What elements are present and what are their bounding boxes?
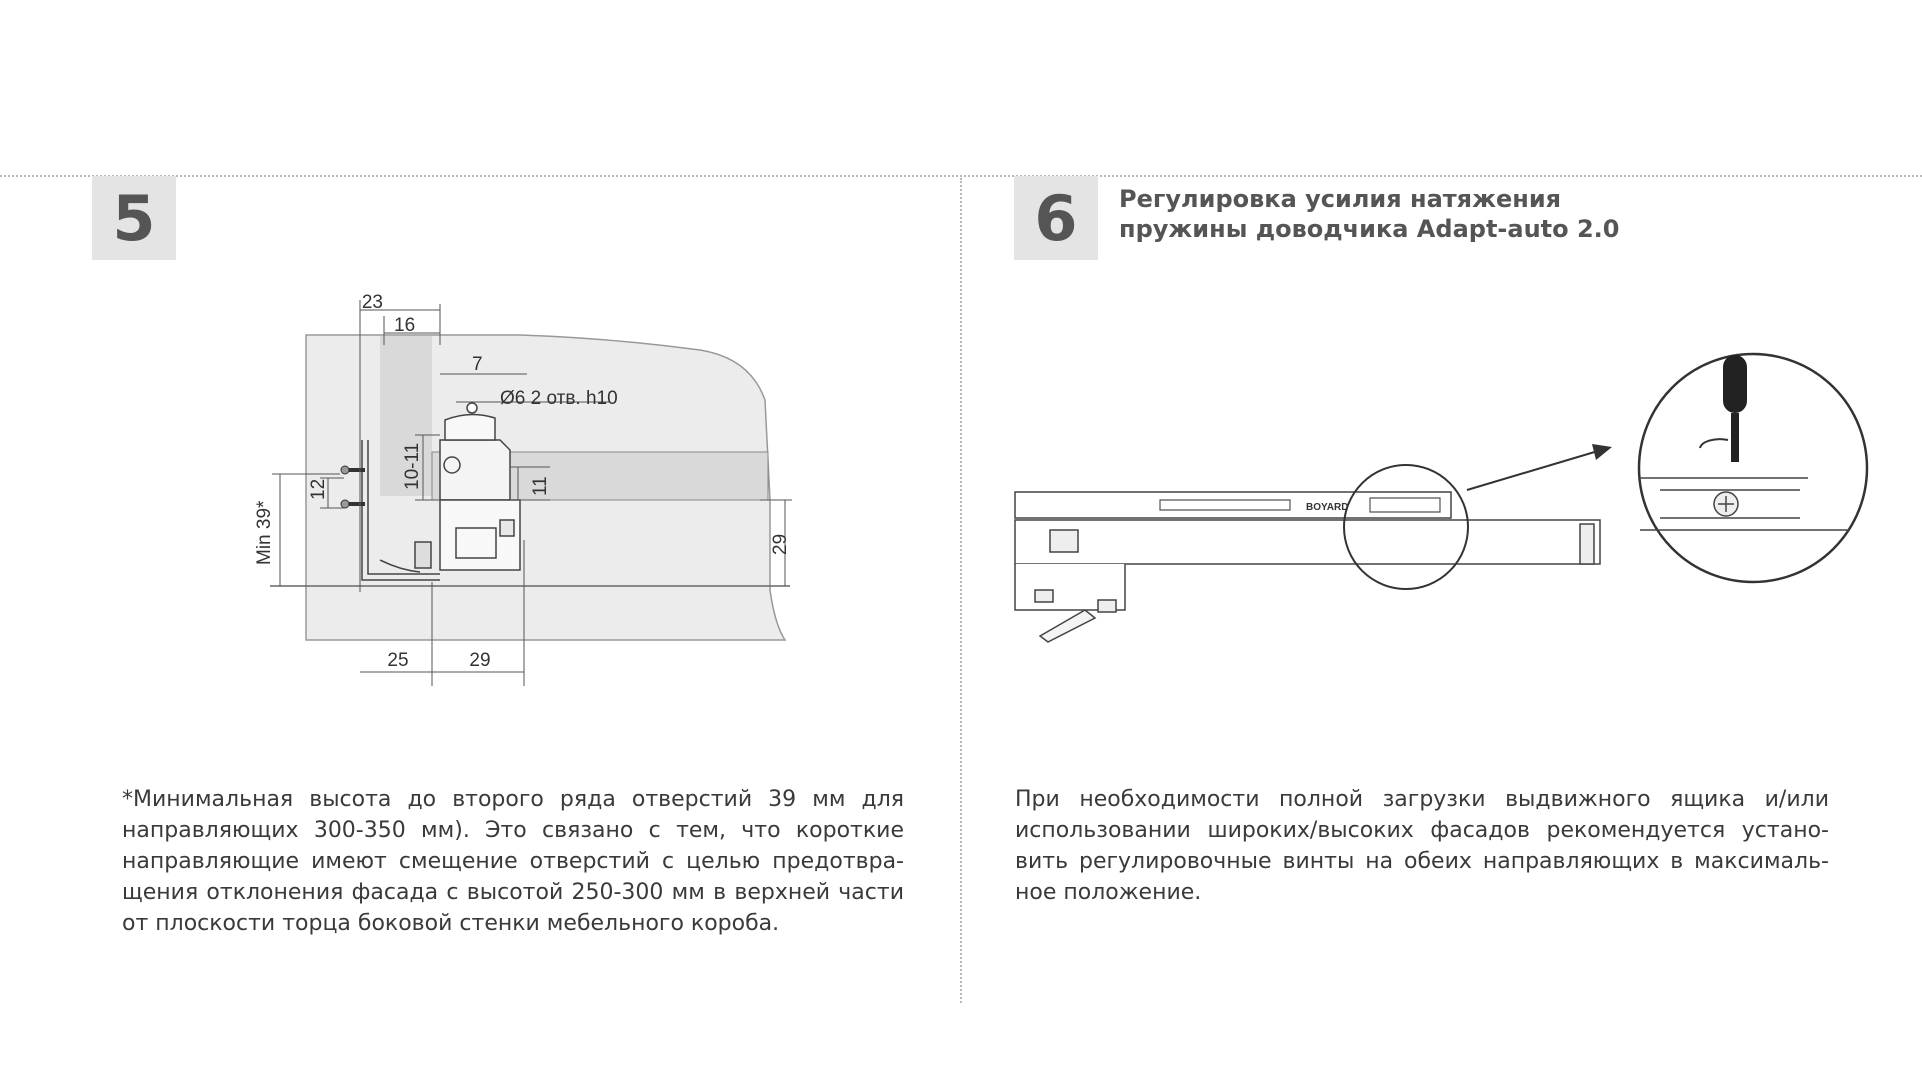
brand-mark: BOYARD: [1306, 502, 1349, 513]
dim-29-bottom: 29: [469, 650, 491, 671]
step-5-note: *Минимальная высота до второго ряда отверстий 39 мм для направляющих 300-350 мм). Это связано с тем, что короткие направляющие имеют смещение отверстий с целью предотвращения отклонения фасада с высотой 250-300 мм в верхней части от плоскости торца боковой стенки мебельного короба.: [122, 787, 904, 936]
dim-25: 25: [387, 650, 409, 671]
dim-10-11: 10-11: [402, 442, 423, 490]
step-6-title-line-1: Регулировка усилия натяжения: [1119, 185, 1562, 213]
dim-min-39: Min 39*: [254, 500, 275, 565]
hole-callout: Ø6 2 отв. h10: [500, 388, 618, 409]
dim-29-right: 29: [770, 533, 791, 555]
step-6-note: При необходимости полной загрузки выдвижного ящика и/или использовании широких/высоких фасадов рекомендуется установить регулировочные винты на обеих направляющих в максимальное положение.: [1015, 787, 1829, 905]
magnified-detail-circle: [1639, 354, 1867, 582]
dim-16: 16: [394, 315, 416, 336]
dim-12: 12: [308, 478, 329, 500]
step-6-title-line-2: пружины доводчика Adapt-auto 2.0: [1119, 215, 1620, 243]
dim-7: 7: [472, 354, 483, 375]
callout-arrow-line: [1467, 448, 1608, 490]
dim-23: 23: [361, 292, 383, 313]
step-5-badge: 5: [92, 176, 176, 260]
dim-11: 11: [530, 476, 551, 496]
runner-side-view: [1015, 492, 1600, 642]
step-6-badge: 6: [1014, 176, 1098, 260]
callout-arrow-head: [1592, 444, 1612, 460]
